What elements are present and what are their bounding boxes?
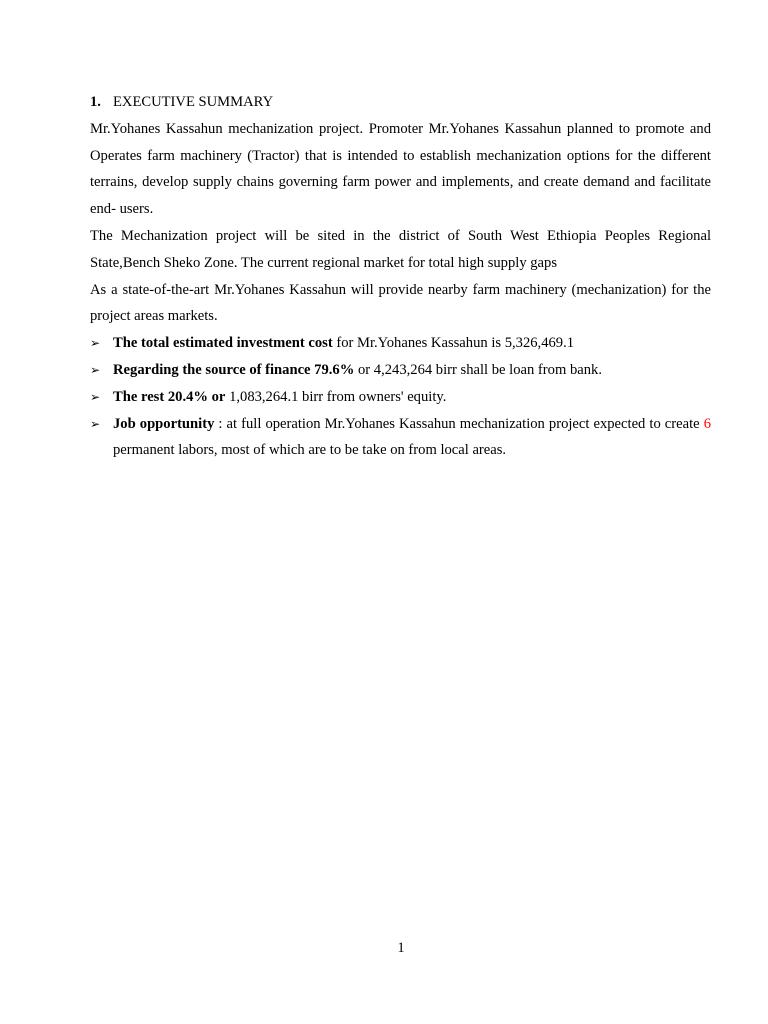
bullet-label: Job opportunity	[113, 415, 215, 432]
section-title: EXECUTIVE SUMMARY	[113, 94, 274, 110]
arrow-bullet-icon: ➢	[90, 389, 101, 404]
bullet-label: Regarding the source of finance 79.6%	[113, 361, 355, 378]
paragraph-offering: As a state-of-the-art Mr.Yohanes Kassahun will provide nearby farm machinery (mechanization) for the project areas markets.	[90, 281, 711, 325]
page-number: 1	[397, 940, 405, 956]
section-number: 1.	[90, 94, 101, 110]
executive-summary-section	[90, 89, 711, 464]
permanent-labor-count: 6	[703, 415, 711, 432]
bullet-source-of-finance	[90, 357, 711, 384]
bullet-investment-cost	[90, 330, 711, 357]
bullet-text: for Mr.Yohanes Kassahun is 5,326,469.1	[332, 335, 575, 352]
arrow-bullet-icon: ➢	[90, 416, 101, 431]
section-heading	[90, 89, 711, 116]
bullet-label: The total estimated investment cost	[113, 335, 333, 352]
arrow-bullet-icon: ➢	[90, 362, 101, 377]
paragraph-location: The Mechanization project will be sited in the district of South West Ethiopia Peoples Regional State,Bench Sheko Zone. The current regional market for total high supply gaps	[90, 227, 711, 271]
bullet-label: The rest 20.4% or	[113, 388, 226, 405]
paragraph-intro: Mr.Yohanes Kassahun mechanization project. Promoter Mr.Yohanes Kassahun planned to promote and Operates farm machinery (Tractor) that is intended to establish mechanization options for the different terrains, develop supply chains governing farm power and implements, and create demand and facilitate end- users.	[90, 120, 711, 218]
summary-bullet-list	[90, 330, 711, 464]
arrow-bullet-icon: ➢	[90, 336, 101, 351]
bullet-text-after: permanent labors, most of which are to be take on from local areas.	[113, 442, 507, 459]
bullet-text: 1,083,264.1 birr from owners' equity.	[225, 388, 447, 405]
bullet-owners-equity	[90, 384, 711, 411]
bullet-text: or 4,243,264 birr shall be loan from bank.	[354, 361, 602, 378]
bullet-text: : at full operation Mr.Yohanes Kassahun mechanization project expected to create	[214, 415, 704, 432]
bullet-job-opportunity	[90, 411, 711, 465]
